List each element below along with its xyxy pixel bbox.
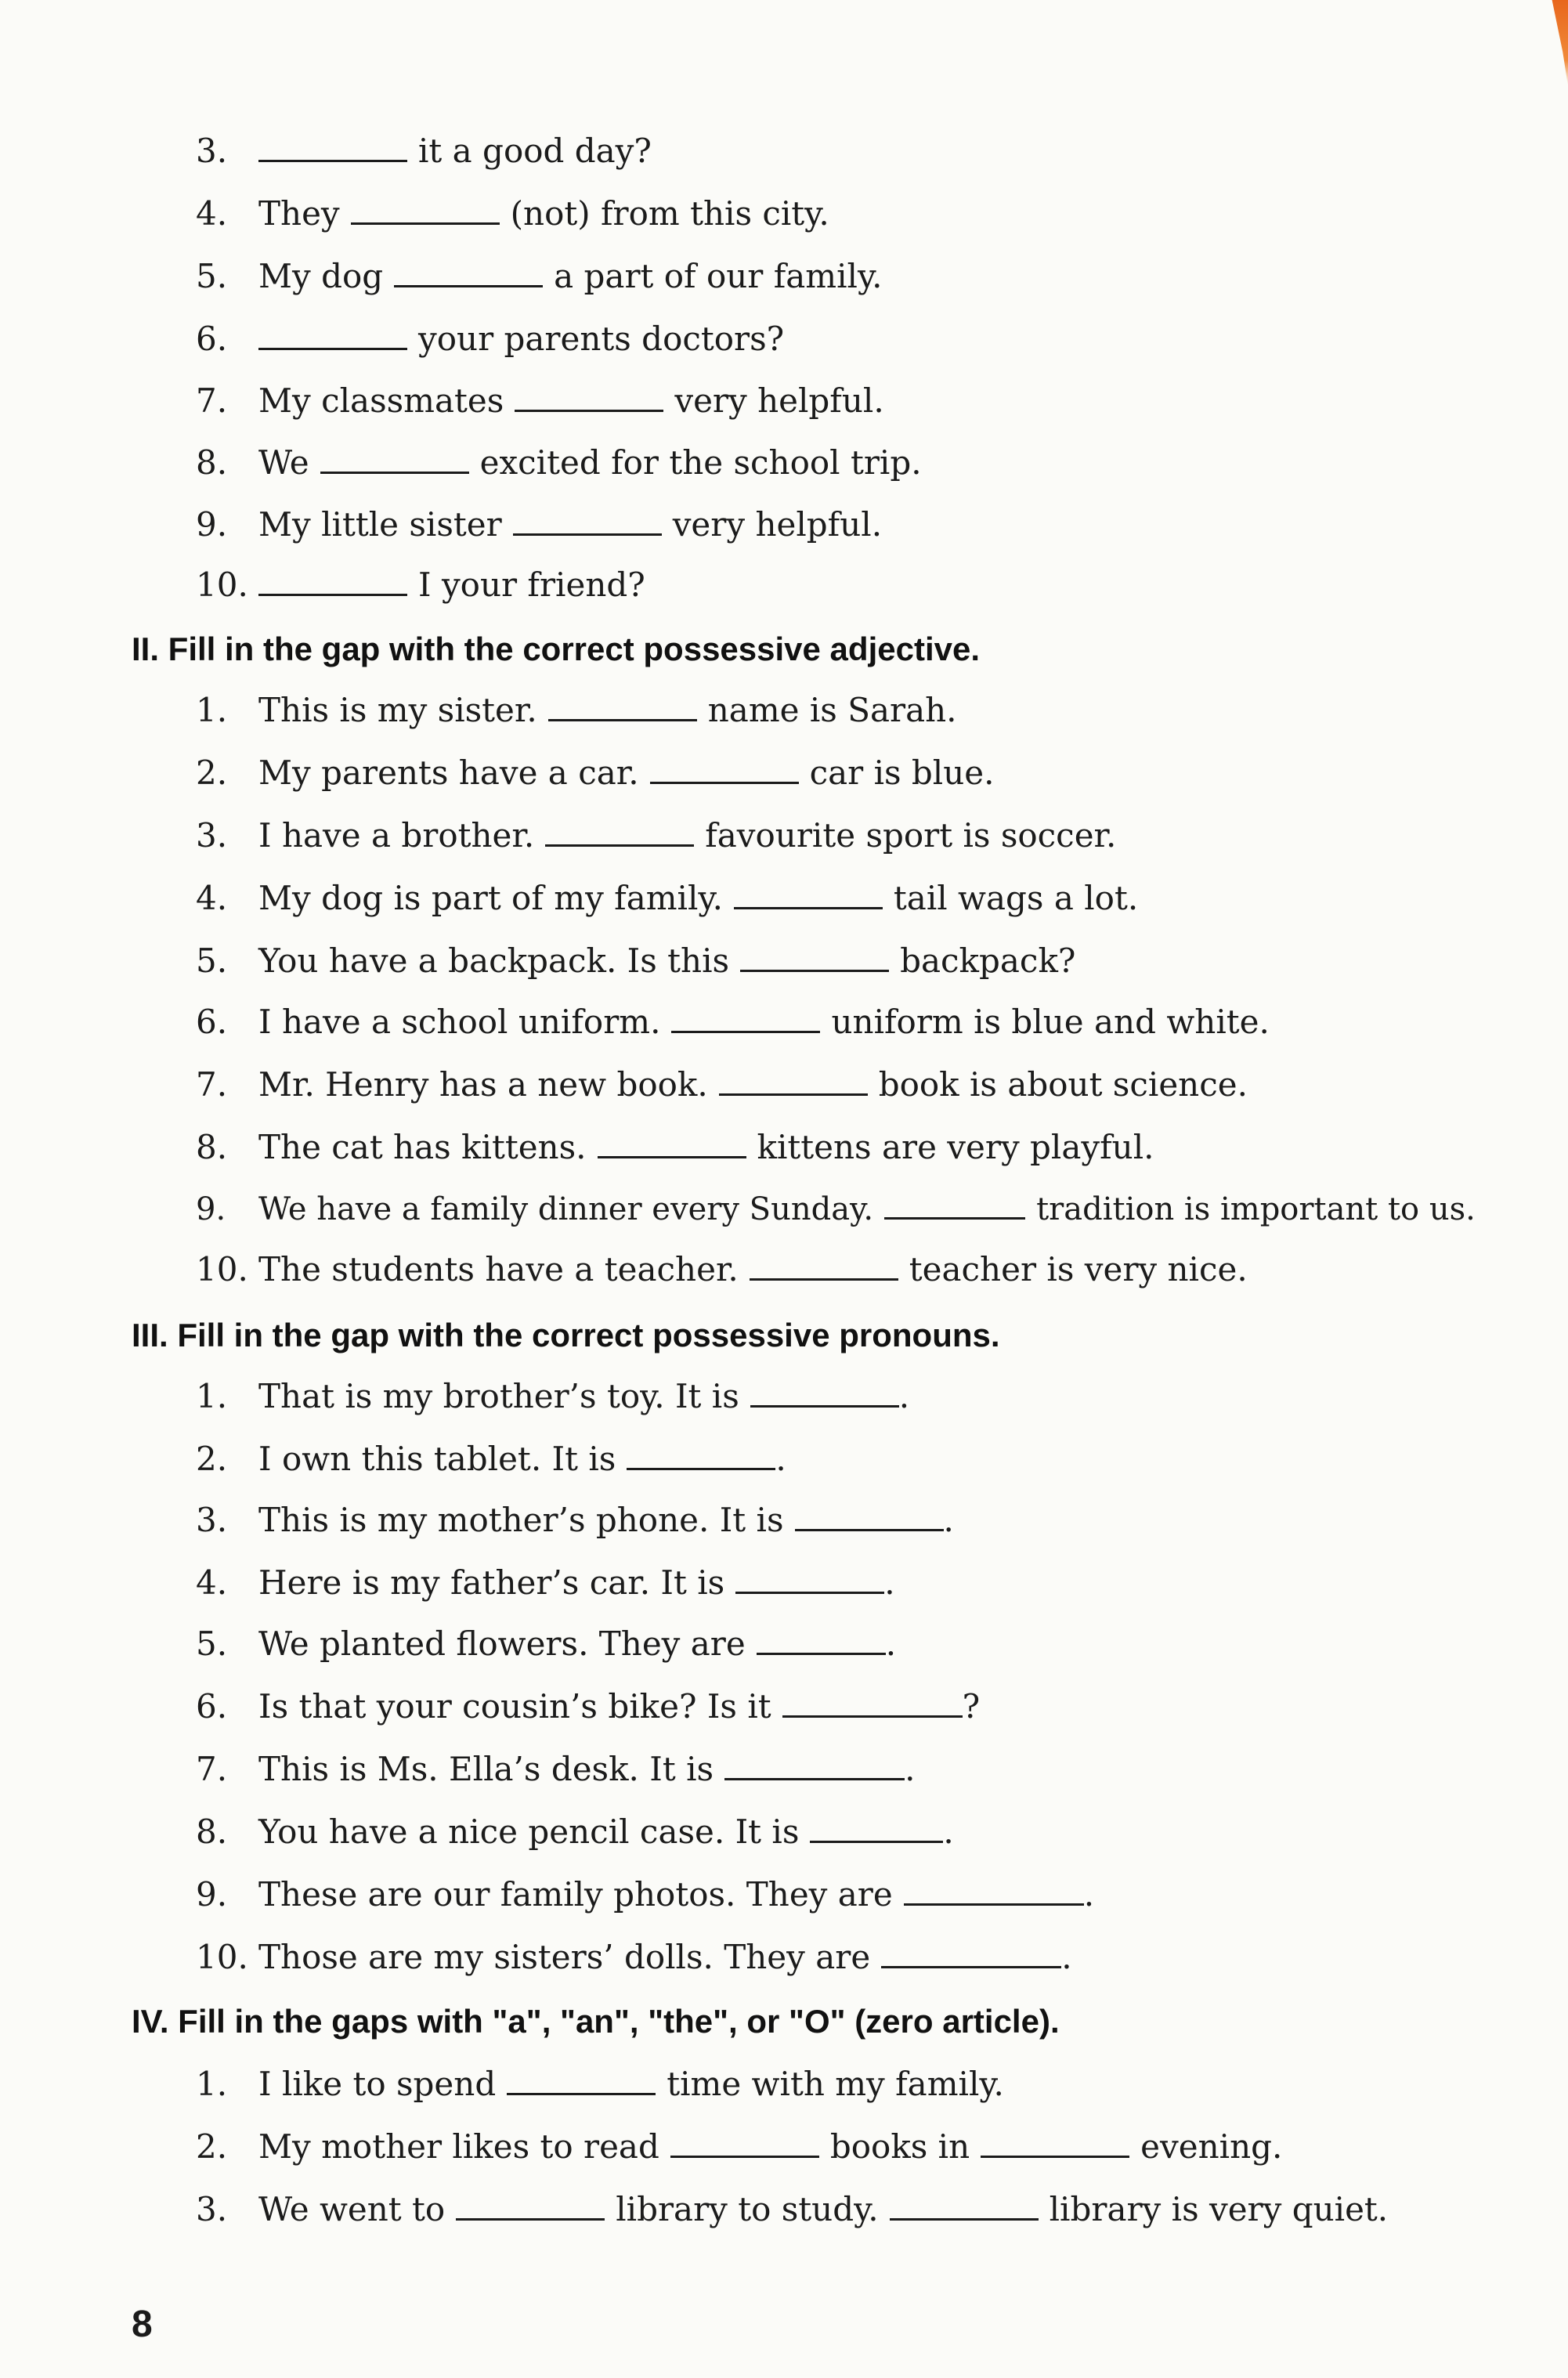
answer-blank[interactable] bbox=[881, 1938, 1061, 1968]
answer-blank[interactable] bbox=[548, 691, 697, 721]
page-number: 8 bbox=[132, 2304, 153, 2345]
s3-item-8: 8. You have a nice pencil case. It is . bbox=[196, 1812, 954, 1851]
answer-blank[interactable] bbox=[650, 754, 799, 784]
s3-item-3: 3. This is my mother’s phone. It is . bbox=[196, 1501, 954, 1539]
s2-item-2: 2. My parents have a car. car is blue. bbox=[196, 754, 995, 792]
s1-item-9: 9. My little sister very helpful. bbox=[196, 505, 883, 544]
s4-item-2: 2. My mother likes to read books in evening. bbox=[196, 2127, 1283, 2166]
answer-blank[interactable] bbox=[351, 194, 500, 225]
s3-item-1: 1. That is my brother’s toy. It is . bbox=[196, 1377, 910, 1415]
answer-blank[interactable] bbox=[719, 1065, 868, 1096]
s3-item-10: 10. Those are my sisters’ dolls. They are . bbox=[196, 1938, 1072, 1976]
answer-blank[interactable] bbox=[757, 1624, 886, 1655]
answer-blank[interactable] bbox=[627, 1440, 775, 1470]
s3-item-9: 9. These are our family photos. They are . bbox=[196, 1875, 1095, 1914]
s2-item-10: 10. The students have a teacher. teacher is very nice. bbox=[196, 1250, 1248, 1288]
s1-item-8: 8. We excited for the school trip. bbox=[196, 443, 922, 482]
answer-blank[interactable] bbox=[795, 1501, 944, 1531]
answer-blank[interactable] bbox=[735, 1563, 884, 1594]
answer-blank[interactable] bbox=[507, 2065, 656, 2095]
s2-item-9: 9. We have a family dinner every Sunday. tradition is important to us. bbox=[196, 1189, 1476, 1229]
answer-blank[interactable] bbox=[734, 879, 883, 909]
answer-blank[interactable] bbox=[740, 941, 889, 972]
answer-blank[interactable] bbox=[258, 320, 407, 350]
section-ii-heading: II. Fill in the gap with the correct possessive adjective. bbox=[132, 631, 980, 667]
answer-blank[interactable] bbox=[515, 381, 663, 412]
s4-item-3: 3. We went to library to study. library is very quiet. bbox=[196, 2190, 1389, 2228]
s2-item-1: 1. This is my sister. name is Sarah. bbox=[196, 691, 957, 729]
answer-blank[interactable] bbox=[513, 505, 662, 536]
answer-blank[interactable] bbox=[782, 1687, 963, 1718]
answer-blank[interactable] bbox=[598, 1128, 746, 1158]
page-corner-decoration bbox=[1541, 0, 1568, 86]
answer-blank[interactable] bbox=[671, 1003, 820, 1033]
answer-blank[interactable] bbox=[890, 2190, 1039, 2221]
answer-blank[interactable] bbox=[750, 1377, 899, 1408]
s1-item-10: 10. I your friend? bbox=[196, 566, 645, 604]
s1-item-6: 6. your parents doctors? bbox=[196, 320, 785, 358]
answer-blank[interactable] bbox=[750, 1250, 898, 1281]
section-iii-heading: III. Fill in the gap with the correct possessive pronouns. bbox=[132, 1317, 1000, 1353]
answer-blank[interactable] bbox=[981, 2127, 1129, 2158]
section-iv-heading: IV. Fill in the gaps with "a", "an", "the", or "O" (zero article). bbox=[132, 2003, 1060, 2040]
answer-blank[interactable] bbox=[670, 2127, 819, 2158]
s2-item-5: 5. You have a backpack. Is this backpack? bbox=[196, 941, 1076, 980]
s2-item-8: 8. The cat has kittens. kittens are very playful. bbox=[196, 1128, 1154, 1166]
s1-item-7: 7. My classmates very helpful. bbox=[196, 381, 884, 420]
answer-blank[interactable] bbox=[810, 1812, 943, 1843]
answer-blank[interactable] bbox=[884, 1189, 1025, 1220]
s3-item-6: 6. Is that your cousin’s bike? Is it ? bbox=[196, 1687, 981, 1726]
s2-item-6: 6. I have a school uniform. uniform is blue and white. bbox=[196, 1003, 1270, 1041]
answer-blank[interactable] bbox=[724, 1750, 905, 1780]
answer-blank[interactable] bbox=[904, 1875, 1084, 1906]
s3-item-5: 5. We planted flowers. They are . bbox=[196, 1624, 897, 1663]
s1-item-4: 4. They (not) from this city. bbox=[196, 194, 829, 233]
s2-item-3: 3. I have a brother. favourite sport is soccer. bbox=[196, 816, 1117, 855]
answer-blank[interactable] bbox=[258, 132, 407, 162]
answer-blank[interactable] bbox=[394, 257, 543, 287]
s2-item-7: 7. Mr. Henry has a new book. book is about science. bbox=[196, 1065, 1248, 1104]
answer-blank[interactable] bbox=[456, 2190, 605, 2221]
s1-item-5: 5. My dog a part of our family. bbox=[196, 257, 883, 295]
s1-item-3: 3. it a good day? bbox=[196, 132, 652, 170]
answer-blank[interactable] bbox=[258, 566, 407, 596]
s3-item-7: 7. This is Ms. Ella’s desk. It is . bbox=[196, 1750, 916, 1788]
answer-blank[interactable] bbox=[320, 443, 469, 474]
s3-item-2: 2. I own this tablet. It is . bbox=[196, 1440, 786, 1478]
answer-blank[interactable] bbox=[545, 816, 694, 847]
s3-item-4: 4. Here is my father’s car. It is . bbox=[196, 1563, 895, 1602]
s2-item-4: 4. My dog is part of my family. tail wags a lot. bbox=[196, 879, 1139, 917]
s4-item-1: 1. I like to spend time with my family. bbox=[196, 2065, 1004, 2103]
